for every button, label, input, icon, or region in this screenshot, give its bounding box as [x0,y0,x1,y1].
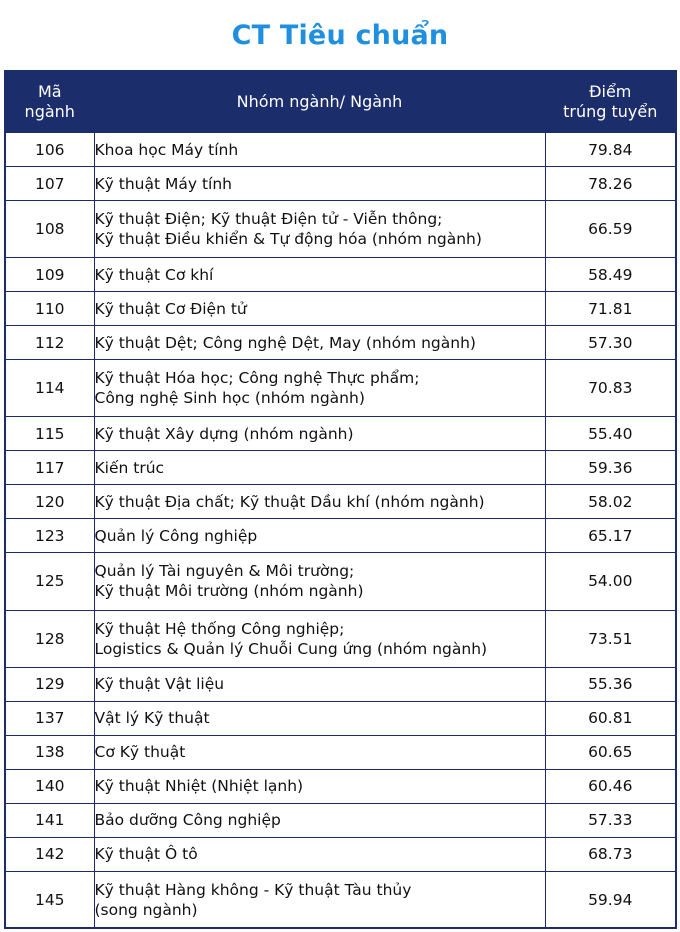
major-name-cell [94,201,545,258]
major-name-line: Quản lý Tài nguyên & Môi trường; [94,562,355,581]
admission-score-cell: 59.36 [545,451,676,485]
table-row [5,803,676,837]
admission-score-cell: 79.84 [545,133,676,167]
major-name-line: Bảo dưỡng Công nghiệp [94,811,281,830]
major-name-cell [94,553,545,610]
major-code-cell: 107 [5,167,94,201]
major-code-cell: 106 [5,133,94,167]
major-name-cell [94,292,545,326]
table-row [5,871,676,928]
admission-score-cell: 65.17 [545,519,676,553]
major-code-cell: 115 [5,417,94,451]
table-row [5,133,676,167]
admission-score-cell: 60.65 [545,735,676,769]
column-header-code [5,71,94,133]
major-code-cell: 128 [5,610,94,667]
column-header-code-line1: Mã [37,82,62,101]
major-name-line: Vật lý Kỹ thuật [94,709,210,728]
table-row [5,167,676,201]
major-code-cell: 123 [5,519,94,553]
admission-score-cell: 70.83 [545,360,676,417]
admission-score-cell: 58.02 [545,485,676,519]
major-name-cell [94,485,545,519]
column-header-score [545,71,676,133]
major-code-cell: 108 [5,201,94,258]
major-name-line: (song ngành) [94,900,198,919]
column-header-name: Nhóm ngành/ Ngành [94,71,545,133]
major-code-cell: 114 [5,360,94,417]
major-name-cell [94,167,545,201]
table-row [5,201,676,258]
admission-score-cell: 78.26 [545,167,676,201]
major-name-cell [94,417,545,451]
major-name-cell [94,735,545,769]
table-row [5,451,676,485]
major-name-line: Kỹ thuật Xây dựng (nhóm ngành) [94,424,354,443]
major-name-cell [94,610,545,667]
admission-score-cell: 55.36 [545,667,676,701]
major-name-line: Kỹ thuật Môi trường (nhóm ngành) [94,582,364,601]
major-code-cell: 120 [5,485,94,519]
admission-score-cell: 57.33 [545,803,676,837]
major-code-cell: 129 [5,667,94,701]
admission-score-cell: 55.40 [545,417,676,451]
admission-score-cell: 58.49 [545,258,676,292]
major-code-cell: 141 [5,803,94,837]
major-name-line: Kỹ thuật Ô tô [94,845,198,864]
major-code-cell: 109 [5,258,94,292]
major-name-line: Kiến trúc [94,458,165,477]
major-name-line: Quản lý Công nghiệp [94,526,258,545]
admission-score-cell: 59.94 [545,871,676,928]
major-name-line: Kỹ thuật Địa chất; Kỹ thuật Dầu khí (nhóm ngành) [94,492,485,511]
major-name-cell [94,667,545,701]
table-row [5,667,676,701]
table-row [5,553,676,610]
major-name-line: Kỹ thuật Điện; Kỹ thuật Điện tử - Viễn thông; [94,210,443,229]
major-name-line: Kỹ thuật Hệ thống Công nghiệp; [94,619,345,638]
major-name-cell [94,701,545,735]
major-name-line: Logistics & Quản lý Chuỗi Cung ứng (nhóm ngành) [94,639,488,658]
major-name-line: Khoa học Máy tính [94,140,239,159]
column-header-code-line2: ngành [24,102,75,121]
major-name-cell [94,769,545,803]
major-name-line: Kỹ thuật Hóa học; Công nghệ Thực phẩm; [94,369,420,388]
admission-score-cell: 68.73 [545,837,676,871]
admission-score-cell: 73.51 [545,610,676,667]
major-name-line: Cơ Kỹ thuật [94,743,186,762]
major-name-line: Kỹ thuật Hàng không - Kỹ thuật Tàu thủy [94,880,412,899]
table-row [5,519,676,553]
major-code-cell: 110 [5,292,94,326]
major-name-line: Công nghệ Sinh học (nhóm ngành) [94,389,365,408]
column-header-score-line1: Điểm [589,82,632,101]
admission-score-cell: 66.59 [545,201,676,258]
page-title: CT Tiêu chuẩn [231,19,449,51]
column-header-score-line2: trúng tuyển [563,102,658,121]
major-code-cell: 140 [5,769,94,803]
table-row [5,292,676,326]
major-name-cell [94,837,545,871]
major-name-cell [94,451,545,485]
table-row [5,258,676,292]
major-code-cell: 138 [5,735,94,769]
admission-score-table [4,70,677,929]
major-name-line: Kỹ thuật Điều khiển & Tự động hóa (nhóm ngành) [94,230,482,249]
admission-score-cell: 60.81 [545,701,676,735]
admission-score-cell: 71.81 [545,292,676,326]
table-row [5,326,676,360]
table-row [5,769,676,803]
table-row [5,485,676,519]
table-row [5,837,676,871]
major-name-line: Kỹ thuật Vật liệu [94,675,225,694]
major-name-line: Kỹ thuật Cơ khí [94,265,214,284]
admission-score-cell: 54.00 [545,553,676,610]
admission-score-cell: 60.46 [545,769,676,803]
table-header-row [5,71,676,133]
major-name-cell [94,133,545,167]
table-row [5,417,676,451]
table-row [5,610,676,667]
major-code-cell: 145 [5,871,94,928]
major-name-cell [94,360,545,417]
major-code-cell: 112 [5,326,94,360]
major-name-cell [94,258,545,292]
major-name-line: Kỹ thuật Dệt; Công nghệ Dệt, May (nhóm ngành) [94,333,476,352]
major-name-cell [94,871,545,928]
major-name-cell [94,803,545,837]
major-name-cell [94,326,545,360]
major-code-cell: 117 [5,451,94,485]
major-name-line: Kỹ thuật Máy tính [94,174,232,193]
admission-score-cell: 57.30 [545,326,676,360]
major-code-cell: 137 [5,701,94,735]
major-name-line: Kỹ thuật Nhiệt (Nhiệt lạnh) [94,777,304,796]
major-code-cell: 125 [5,553,94,610]
major-name-line: Kỹ thuật Cơ Điện tử [94,299,247,318]
major-code-cell: 142 [5,837,94,871]
major-name-cell [94,519,545,553]
table-row [5,735,676,769]
table-row [5,701,676,735]
table-row [5,360,676,417]
